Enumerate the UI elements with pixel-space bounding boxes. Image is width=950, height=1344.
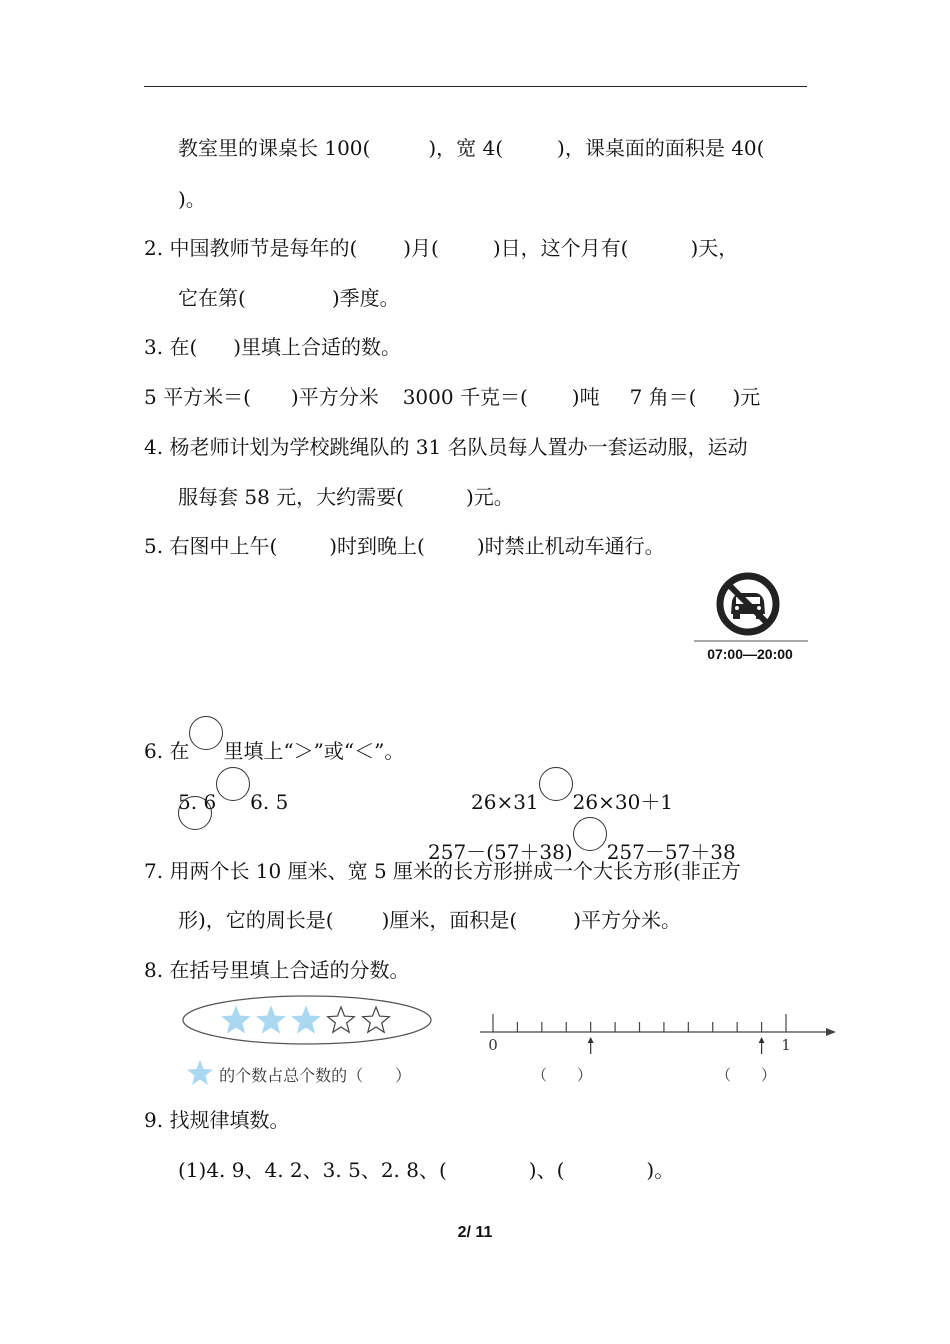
q1-line-2: )。 bbox=[178, 187, 206, 211]
filled-star-icon bbox=[258, 1007, 285, 1032]
filled-star-icon bbox=[223, 1007, 250, 1032]
q6-expr-3 bbox=[178, 796, 212, 830]
nl-blank-2: （ ） bbox=[715, 1066, 777, 1084]
q6-title: 6. 在 里填上“＞”或“＜”。 bbox=[144, 716, 404, 764]
q5-line: 5. 右图中上午( )时到晚上( )时禁止机动车通行。 bbox=[144, 534, 665, 558]
nl-blank-1: （ ） bbox=[531, 1066, 593, 1084]
q1-line: 教室里的课桌长 100( )，宽 4( )，课桌面的面积是 40( bbox=[178, 136, 765, 160]
star-oval bbox=[180, 994, 434, 1046]
compare-circle[interactable] bbox=[178, 796, 212, 830]
q6-expr-2: 26×31 26×30＋1 bbox=[471, 767, 673, 815]
nl-pointer-arrowhead bbox=[588, 1037, 594, 1043]
compare-circle[interactable] bbox=[189, 716, 223, 750]
number-line bbox=[476, 1012, 838, 1092]
q7-line: 7. 用两个长 10 厘米、宽 5 厘米的长方形拼成一个大长方形(非正方 bbox=[144, 859, 741, 883]
q2-line: 2. 中国教师节是每年的( )月( )日，这个月有( )天， bbox=[144, 236, 739, 260]
q4-line-2: 服每套 58 元，大约需要( )元。 bbox=[178, 485, 514, 509]
empty-star-icon bbox=[328, 1007, 355, 1032]
q6-expr-4: 257－(57＋38) 257－57＋38 bbox=[428, 817, 736, 865]
star-caption: 的个数占总个数的（ ） bbox=[186, 1059, 411, 1087]
page-number: 2/ 11 bbox=[457, 1224, 493, 1241]
q2-line-2: 它在第( )季度。 bbox=[178, 286, 400, 310]
q8-title: 8. 在括号里填上合适的分数。 bbox=[144, 958, 410, 982]
header-rule bbox=[144, 86, 807, 87]
empty-star-icon bbox=[363, 1007, 390, 1032]
compare-circle[interactable] bbox=[539, 767, 573, 801]
q6-expr-1: 5. 6 6. 5 bbox=[178, 767, 288, 815]
nl-zero-label: 0 bbox=[488, 1036, 498, 1054]
sign-time-label: 07:00—20:00 bbox=[707, 646, 793, 662]
q9-title: 9. 找规律填数。 bbox=[144, 1108, 290, 1132]
q3-row: 5 平方米＝( )平方分米 3000 千克＝( )吨 7 角＝( )元 bbox=[144, 385, 761, 409]
q9-part1: (1)4. 9、4. 2、3. 5、2. 8、( )、( )。 bbox=[178, 1158, 675, 1182]
q4-line: 4. 杨老师计划为学校跳绳队的 31 名队员每人置办一套运动服，运动 bbox=[144, 435, 748, 459]
q3-title: 3. 在( )里填上合适的数。 bbox=[144, 335, 402, 359]
compare-circle[interactable] bbox=[216, 767, 250, 801]
no-vehicle-sign bbox=[694, 568, 808, 666]
nl-one-label: 1 bbox=[781, 1036, 791, 1054]
filled-star-icon bbox=[293, 1007, 320, 1032]
q7-line-2: 形)，它的周长是( )厘米，面积是( )平方分米。 bbox=[178, 908, 682, 932]
star-icon bbox=[186, 1059, 214, 1087]
compare-circle[interactable] bbox=[573, 817, 607, 851]
nl-pointer-arrowhead bbox=[759, 1037, 765, 1043]
